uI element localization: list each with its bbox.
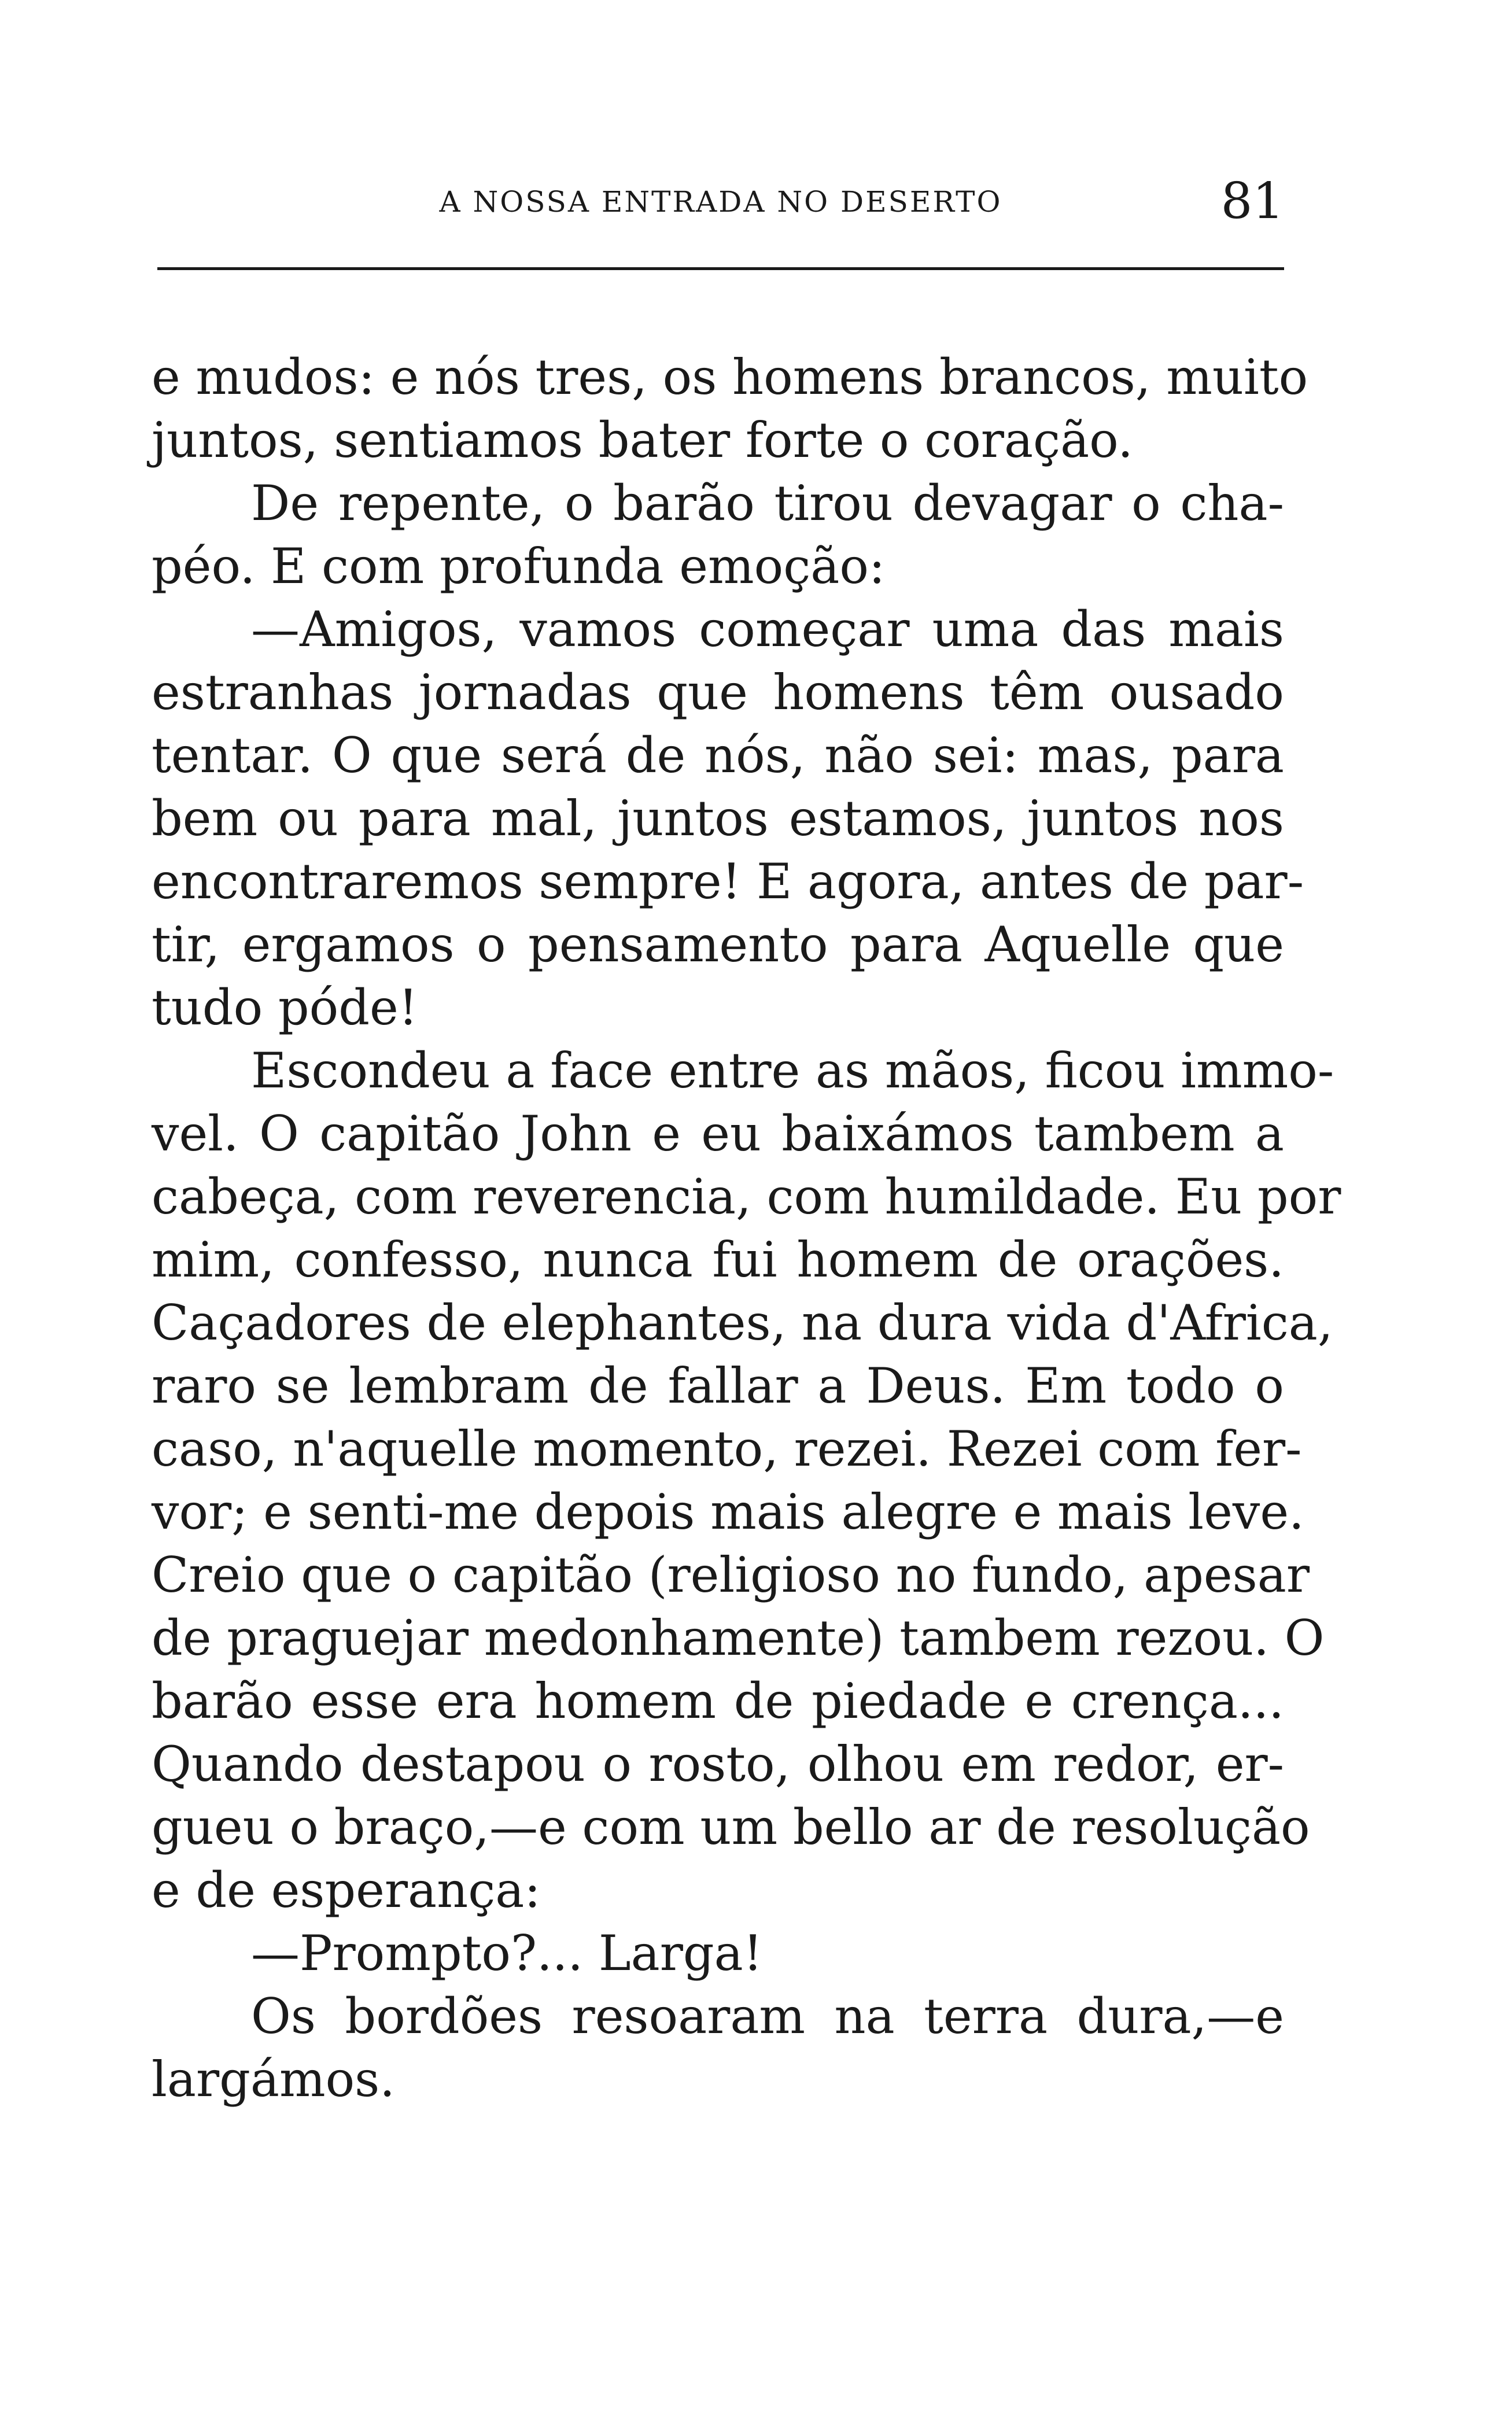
text-line: mim, confesso, nunca fui homem de orações. xyxy=(152,1231,1284,1288)
text-line: vor; e senti-me depois mais alegre e mais leve. xyxy=(152,1484,1304,1540)
text-line: —Prompto?... Larga! xyxy=(251,1925,763,1982)
text-line: vel. O capitão John e eu baixámos tambem a xyxy=(152,1105,1284,1162)
text-line: tir, ergamos o pensamento para Aquelle que xyxy=(152,916,1284,973)
text-line: tentar. O que será de nós, não sei: mas, para xyxy=(152,727,1284,784)
text-line: barão esse era homem de piedade e crença... xyxy=(152,1673,1284,1729)
header-rule xyxy=(157,267,1284,270)
text-line: —Amigos, vamos começar uma das mais xyxy=(251,601,1284,658)
text-line: gueu o braço,—e com um bello ar de resolução xyxy=(152,1799,1310,1855)
text-line: e mudos: e nós tres, os homens brancos, muito xyxy=(152,349,1308,405)
text-line: Escondeu a face entre as mãos, ficou immo- xyxy=(251,1042,1334,1099)
text-line: Caçadores de elephantes, na dura vida d'Africa, xyxy=(152,1294,1333,1351)
text-line: Creio que o capitão (religioso no fundo, apesar xyxy=(152,1547,1310,1603)
text-line: raro se lembram de fallar a Deus. Em todo o xyxy=(152,1357,1284,1414)
text-line: largámos. xyxy=(152,2051,395,2108)
text-line: De repente, o barão tirou devagar o cha- xyxy=(251,475,1284,532)
text-line: Os bordões resoaram na terra dura,—e xyxy=(251,1988,1284,2045)
text-line: bem ou para mal, juntos estamos, juntos nos xyxy=(152,790,1284,847)
text-line: cabeça, com reverencia, com humildade. Eu por xyxy=(152,1168,1341,1225)
body-text xyxy=(152,346,1341,2111)
page-number: 81 xyxy=(1220,172,1284,230)
running-title: A NOSSA ENTRADA NO DESERTO xyxy=(439,185,1002,219)
text-line: Quando destapou o rosto, olhou em redor, er- xyxy=(152,1736,1284,1792)
text-line: estranhas jornadas que homens têm ousado xyxy=(152,664,1284,721)
page-header xyxy=(157,172,1284,248)
text-line: e de esperança: xyxy=(152,1862,541,1919)
text-line: caso, n'aquelle momento, rezei. Rezei com fer- xyxy=(152,1421,1302,1477)
text-line: tudo póde! xyxy=(152,979,418,1036)
text-line: juntos, sentiamos bater forte o coração. xyxy=(152,412,1133,468)
text-line: encontraremos sempre! E agora, antes de par- xyxy=(152,853,1304,910)
text-line: péo. E com profunda emoção: xyxy=(152,538,886,595)
text-line: de praguejar medonhamente) tambem rezou. O xyxy=(152,1610,1325,1666)
